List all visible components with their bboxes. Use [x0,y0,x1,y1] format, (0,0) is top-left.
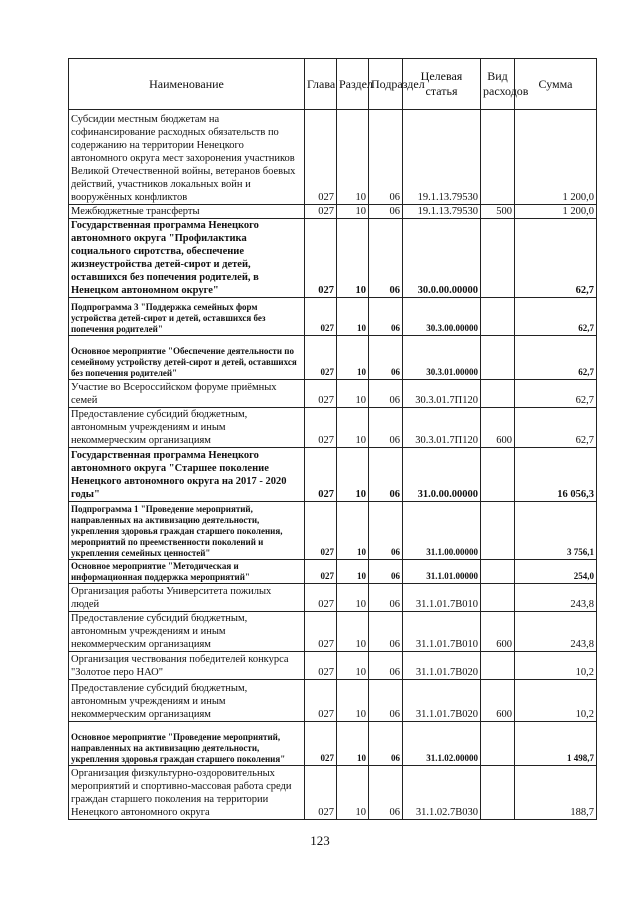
cell-vid [481,219,515,298]
cell-vid [481,448,515,502]
cell-podrazdel: 06 [369,584,403,612]
header-glava: Глава [305,59,337,110]
cell-vid [481,502,515,560]
cell-podrazdel: 06 [369,448,403,502]
cell-target: 19.1.13.79530 [403,110,481,205]
cell-target: 31.1.01.7В010 [403,584,481,612]
cell-razdel: 10 [337,502,369,560]
cell-vid [481,766,515,820]
cell-target: 30.3.01.7П120 [403,380,481,408]
cell-name: Предоставление субсидий бюджетным, автономным учреждениям и иным некоммерческим организациям [69,612,305,652]
cell-podrazdel: 06 [369,219,403,298]
cell-razdel: 10 [337,652,369,680]
cell-sum: 3 756,1 [515,502,597,560]
cell-razdel: 10 [337,110,369,205]
cell-sum: 10,2 [515,680,597,722]
cell-target: 30.3.00.00000 [403,298,481,336]
cell-target: 31.0.00.00000 [403,448,481,502]
cell-glava: 027 [305,652,337,680]
cell-razdel: 10 [337,680,369,722]
cell-sum: 62,7 [515,298,597,336]
header-vid: Вид расходов [481,59,515,110]
table-row [69,336,597,380]
cell-sum: 188,7 [515,766,597,820]
table-row [69,722,597,766]
cell-glava: 027 [305,612,337,652]
cell-razdel: 10 [337,380,369,408]
cell-sum: 62,7 [515,219,597,298]
cell-sum: 62,7 [515,380,597,408]
cell-target: 31.1.01.7В020 [403,652,481,680]
header-name: Наименование [69,59,305,110]
cell-vid: 600 [481,612,515,652]
table-row [69,298,597,336]
cell-podrazdel: 06 [369,380,403,408]
cell-name: Государственная программа Ненецкого автономного округа "Профилактика социального сиротства, обеспечение жизнеустройства детей-сирот и детей, оставшихся без попечения родителей, в Ненецком автономном округе" [69,219,305,298]
cell-target: 30.3.01.00000 [403,336,481,380]
cell-name: Государственная программа Ненецкого автономного округа "Старшее поколение Ненецкого автономного округа на 2017 - 2020 годы" [69,448,305,502]
cell-razdel: 10 [337,612,369,652]
cell-target: 19.1.13.79530 [403,205,481,219]
cell-name: Организация физкультурно-оздоровительных мероприятий и спортивно-массовая работа среди граждан старшего поколения на территории Ненецкого автономного округа [69,766,305,820]
cell-name: Субсидии местным бюджетам на софинансирование расходных обязательств по содержанию на территории Ненецкого автономного округа мест захоронения участников Великой Отечественной войны, ветеранов боевых действий, участников локальных войн и вооружённых конфликтов [69,110,305,205]
cell-target: 30.3.01.7П120 [403,408,481,448]
cell-glava: 027 [305,380,337,408]
cell-sum: 243,8 [515,612,597,652]
cell-name: Предоставление субсидий бюджетным, автономным учреждениям и иным некоммерческим организациям [69,408,305,448]
cell-sum: 1 200,0 [515,110,597,205]
budget-table [68,58,597,820]
table-row [69,380,597,408]
cell-sum: 62,7 [515,336,597,380]
cell-sum: 243,8 [515,584,597,612]
cell-podrazdel: 06 [369,336,403,380]
page-number: 123 [310,833,330,848]
cell-vid [481,560,515,584]
cell-target: 31.1.01.7В020 [403,680,481,722]
table-row [69,448,597,502]
cell-target: 31.1.01.00000 [403,560,481,584]
cell-glava: 027 [305,766,337,820]
cell-glava: 027 [305,110,337,205]
cell-name: Подпрограмма 1 "Проведение мероприятий, направленных на активизацию деятельности, укрепления здоровья граждан старшего поколения, мероприятий по преемственности поколений и укрепления семейных ценностей" [69,502,305,560]
cell-vid [481,298,515,336]
table-header-row [69,59,597,110]
cell-podrazdel: 06 [369,652,403,680]
cell-vid [481,380,515,408]
cell-razdel: 10 [337,336,369,380]
header-podrazdel: Подраздел [369,59,403,110]
cell-sum: 1 498,7 [515,722,597,766]
cell-razdel: 10 [337,219,369,298]
cell-podrazdel: 06 [369,766,403,820]
cell-sum: 254,0 [515,560,597,584]
cell-glava: 027 [305,408,337,448]
cell-glava: 027 [305,502,337,560]
cell-vid [481,652,515,680]
cell-razdel: 10 [337,584,369,612]
cell-razdel: 10 [337,298,369,336]
budget-table-page [68,58,596,820]
cell-podrazdel: 06 [369,612,403,652]
cell-razdel: 10 [337,448,369,502]
cell-glava: 027 [305,560,337,584]
cell-target: 31.1.00.00000 [403,502,481,560]
table-row [69,205,597,219]
cell-sum: 10,2 [515,652,597,680]
table-row [69,584,597,612]
cell-podrazdel: 06 [369,408,403,448]
cell-razdel: 10 [337,560,369,584]
cell-vid [481,584,515,612]
cell-glava: 027 [305,680,337,722]
cell-podrazdel: 06 [369,502,403,560]
cell-name: Основное мероприятие "Обеспечение деятельности по семейному устройству детей-сирот и детей, оставшихся без попечения родителей" [69,336,305,380]
cell-razdel: 10 [337,205,369,219]
cell-razdel: 10 [337,766,369,820]
header-target: Целевая статья [403,59,481,110]
table-row [69,612,597,652]
cell-vid [481,722,515,766]
cell-glava: 027 [305,298,337,336]
table-body [69,110,597,820]
cell-name: Межбюджетные трансферты [69,205,305,219]
table-row [69,110,597,205]
cell-name: Предоставление субсидий бюджетным, автономным учреждениям и иным некоммерческим организациям [69,680,305,722]
cell-podrazdel: 06 [369,560,403,584]
cell-podrazdel: 06 [369,298,403,336]
cell-glava: 027 [305,219,337,298]
table-row [69,652,597,680]
cell-vid: 600 [481,680,515,722]
cell-glava: 027 [305,205,337,219]
cell-podrazdel: 06 [369,680,403,722]
cell-name: Подпрограмма 3 "Поддержка семейных форм устройства детей-сирот и детей, оставшихся без попечения родителей" [69,298,305,336]
cell-razdel: 10 [337,722,369,766]
header-sum: Сумма [515,59,597,110]
cell-vid: 600 [481,408,515,448]
cell-vid [481,336,515,380]
table-row [69,766,597,820]
cell-sum: 16 056,3 [515,448,597,502]
cell-glava: 027 [305,448,337,502]
cell-target: 31.1.01.7В010 [403,612,481,652]
table-row [69,502,597,560]
cell-name: Участие во Всероссийском форуме приёмных семей [69,380,305,408]
table-row [69,408,597,448]
cell-glava: 027 [305,584,337,612]
cell-name: Основное мероприятие "Методическая и информационная поддержка мероприятий" [69,560,305,584]
header-razdel: Раздел [337,59,369,110]
cell-name: Организация работы Университета пожилых людей [69,584,305,612]
cell-sum: 1 200,0 [515,205,597,219]
cell-podrazdel: 06 [369,722,403,766]
cell-sum: 62,7 [515,408,597,448]
cell-target: 31.1.02.7В030 [403,766,481,820]
table-row [69,219,597,298]
cell-vid: 500 [481,205,515,219]
cell-glava: 027 [305,722,337,766]
table-row [69,680,597,722]
table-row [69,560,597,584]
cell-target: 30.0.00.00000 [403,219,481,298]
cell-vid [481,110,515,205]
cell-podrazdel: 06 [369,110,403,205]
cell-podrazdel: 06 [369,205,403,219]
cell-name: Основное мероприятие "Проведение мероприятий, направленных на активизацию деятельности, укрепления здоровья граждан старшего поколения" [69,722,305,766]
cell-name: Организация чествования победителей конкурса "Золотое перо НАО" [69,652,305,680]
cell-glava: 027 [305,336,337,380]
cell-target: 31.1.02.00000 [403,722,481,766]
cell-razdel: 10 [337,408,369,448]
